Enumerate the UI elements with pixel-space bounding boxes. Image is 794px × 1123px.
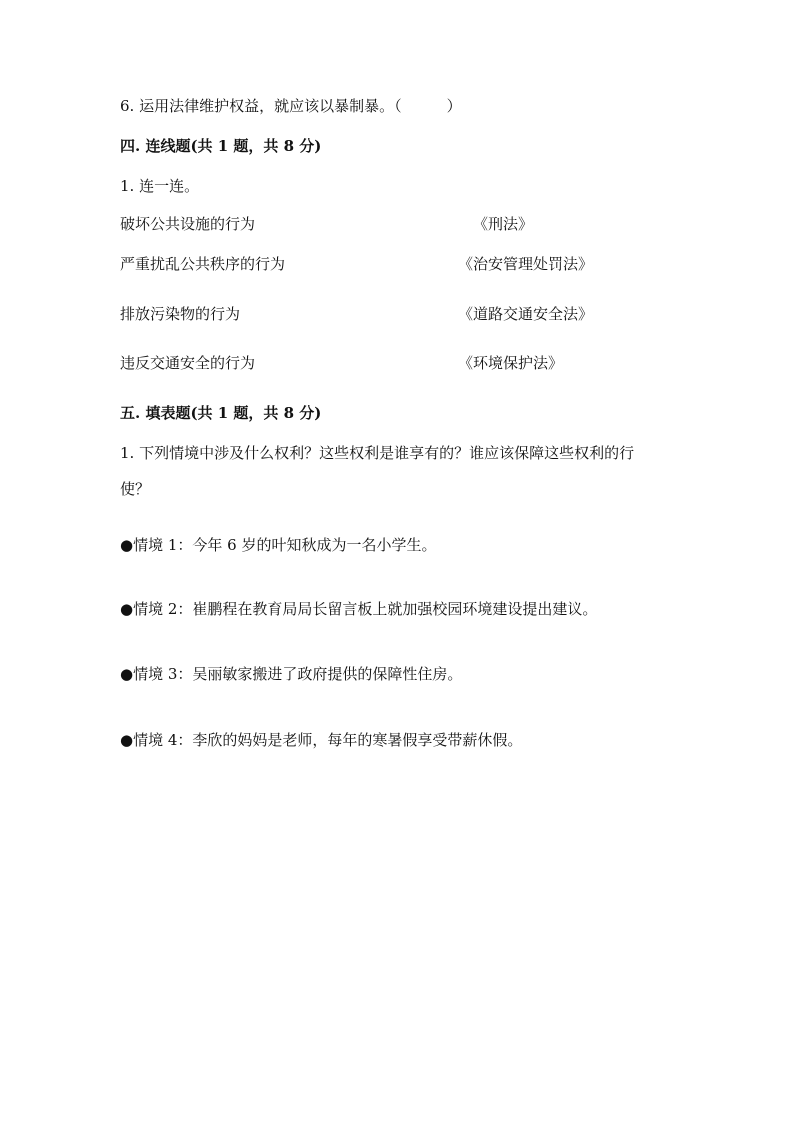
situation-4: ●情境 4：李欣的妈妈是老师，每年的寒暑假享受带薪休假。 (120, 731, 523, 749)
matching-left-item-3: 排放污染物的行为 (120, 305, 241, 323)
matching-right-item-3: 《道路交通安全法》 (458, 305, 594, 323)
matching-right-item-2: 《治安管理处罚法》 (458, 255, 594, 273)
situation-3: ●情境 3：吴丽敏家搬进了政府提供的保障性住房。 (120, 665, 463, 683)
section-4-heading: 四. 连线题(共 1 题，共 8 分) (120, 137, 322, 155)
situation-1: ●情境 1：今年 6 岁的叶知秋成为一名小学生。 (120, 536, 437, 554)
matching-left-item-4: 违反交通安全的行为 (120, 354, 256, 372)
section-5-question-line1: 1. 下列情境中涉及什么权利？这些权利是谁享有的？谁应该保障这些权利的行 (120, 444, 635, 462)
matching-left-item-1: 破坏公共设施的行为 (120, 215, 256, 233)
matching-right-item-4: 《环境保护法》 (458, 354, 564, 372)
section-5-heading: 五. 填表题(共 1 题，共 8 分) (120, 404, 322, 422)
question-6: 6. 运用法律维护权益，就应该以暴制暴。（ ） (120, 97, 462, 115)
matching-left-item-2: 严重扰乱公共秩序的行为 (120, 255, 286, 273)
section-5-question-line2: 使？ (120, 480, 151, 498)
matching-right-item-1: 《刑法》 (473, 215, 534, 233)
section-4-question: 1. 连一连。 (120, 177, 200, 195)
situation-2: ●情境 2：崔鹏程在教育局局长留言板上就加强校园环境建设提出建议。 (120, 600, 598, 618)
